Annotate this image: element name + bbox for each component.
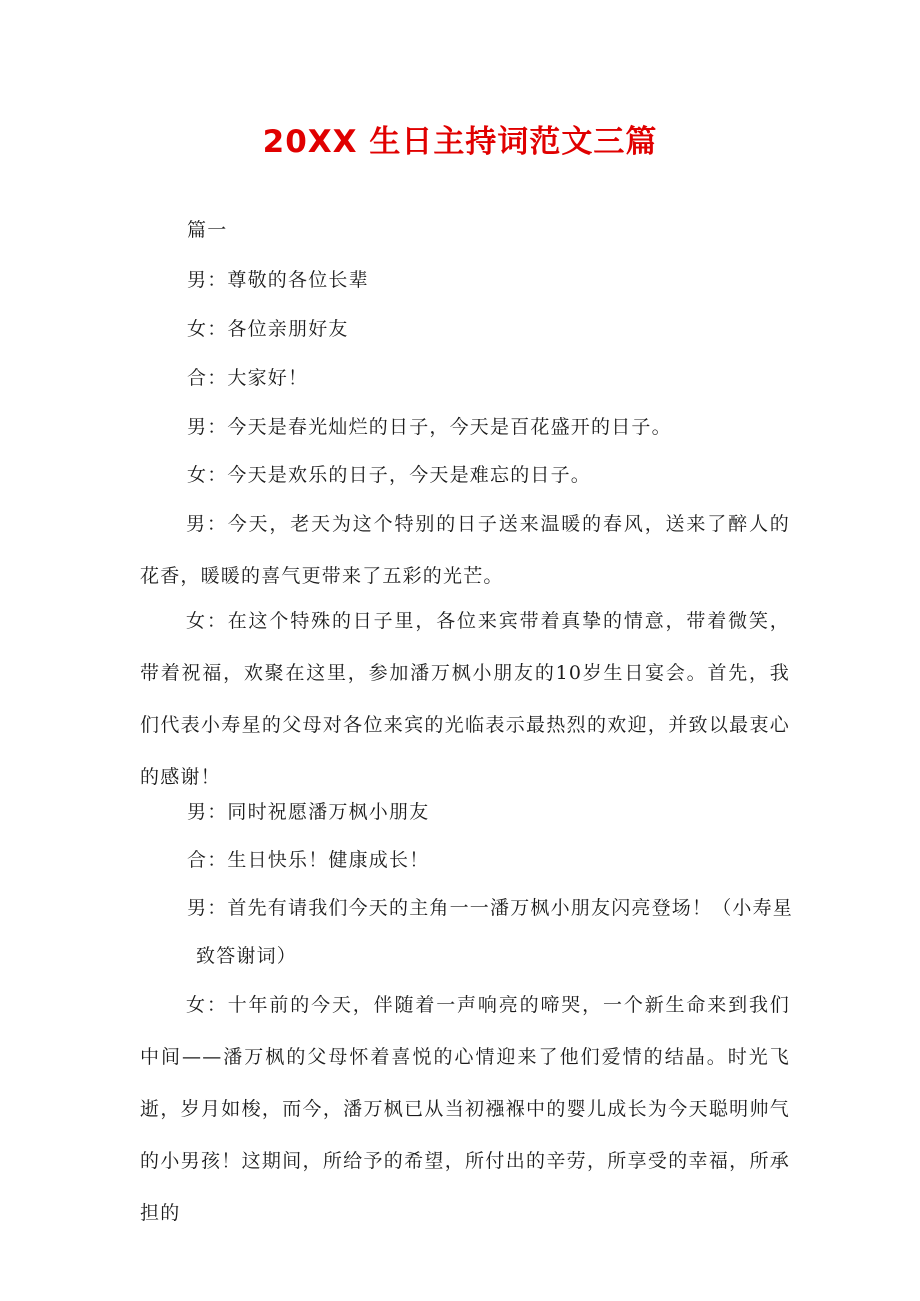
dialogue-line: 女：各位亲朋好友 (187, 318, 349, 340)
dialogue-line: 女：今天是欢乐的日子，今天是难忘的日子。 (187, 464, 592, 486)
dialogue-line-continuation: 致答谢词） (196, 945, 298, 967)
dialogue-line: 合：生日快乐！健康成长！ (187, 849, 430, 871)
dialogue-line: 男：今天是春光灿烂的日子，今天是百花盛开的日子。 (187, 416, 672, 438)
dialogue-line: 男：尊敬的各位长辈 (187, 269, 369, 291)
dialogue-line: 男：首先有请我们今天的主角一一潘万枫小朋友闪亮登场！（小寿星 (187, 897, 794, 919)
document-title: 20XX 生日主持词范文三篇 (262, 124, 658, 160)
dialogue-paragraph: 女：十年前的今天，伴随着一声响亮的啼哭，一个新生命来到我们中间——潘万枫的父母怀着喜悦的心情迎来了他们爱情的结晶。时光飞逝，岁月如梭，而今，潘万枫已从当初襁褓中的婴儿成长为今天聪明帅气的小男孩！这期间，所给予的希望，所付出的辛劳，所享受的幸福，所承担的 (140, 994, 790, 1224)
dialogue-paragraph: 女：在这个特殊的日子里，各位来宾带着真挚的情意，带着微笑，带着祝福，欢聚在这里，参加潘万枫小朋友的10岁生日宴会。首先，我们代表小寿星的父母对各位来宾的光临表示最热烈的欢迎，并致以最衷心的感谢！ (140, 610, 790, 788)
dialogue-line: 男：同时祝愿潘万枫小朋友 (187, 801, 430, 823)
section-label: 篇一 (187, 219, 228, 241)
dialogue-paragraph: 男：今天，老天为这个特别的日子送来温暖的春风，送来了醉人的花香，暖暖的喜气更带来了五彩的光芒。 (140, 513, 790, 587)
dialogue-line: 合：大家好！ (187, 367, 309, 389)
